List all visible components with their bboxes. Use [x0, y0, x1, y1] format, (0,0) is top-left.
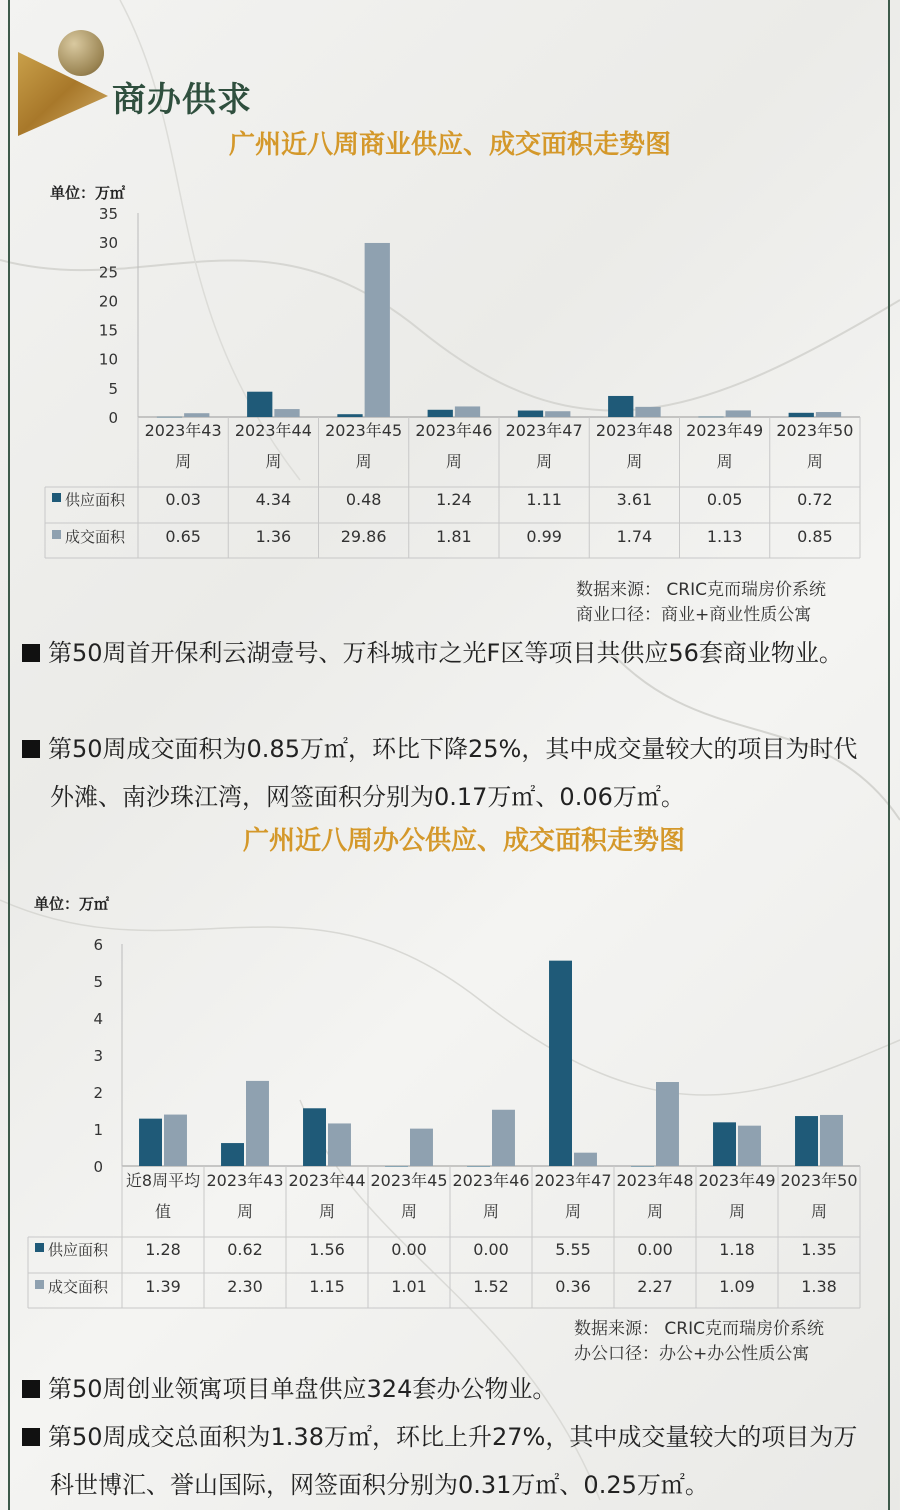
x-tick-label: 周 [265, 452, 282, 471]
x-tick-label: 周 [236, 1202, 254, 1221]
data-label: 1.13 [706, 527, 743, 546]
data-label: 1.24 [436, 490, 472, 509]
bullet-office-1 [22, 1365, 872, 1413]
data-label: 1.56 [309, 1240, 345, 1259]
data-label: 1.09 [719, 1277, 755, 1296]
y-tick-label: 3 [93, 1047, 103, 1065]
unit-label-office: 单位：万㎡ [34, 895, 110, 913]
bullet-text: 第50周首开保利云湖壹号、万科城市之光F区等项目共供应56套商业物业。 [48, 639, 843, 667]
bar-deal [574, 1153, 597, 1166]
x-tick-label: 2023年43 [206, 1171, 284, 1190]
x-tick-label: 周 [810, 1202, 828, 1221]
x-tick-label: 2023年46 [452, 1171, 530, 1190]
bullet-office-2 [22, 1413, 872, 1509]
data-label: 1.36 [255, 527, 292, 546]
bullet-square-icon [22, 1428, 40, 1446]
x-tick-label: 周 [806, 452, 823, 471]
data-label: 0.65 [165, 527, 201, 546]
x-tick-label: 2023年44 [288, 1171, 366, 1190]
x-tick-label: 2023年43 [144, 421, 222, 440]
x-tick-label: 周 [355, 452, 372, 471]
y-tick-label: 2 [93, 1084, 103, 1102]
data-label: 1.01 [391, 1277, 427, 1296]
legend-label: 供应面积 [48, 1241, 109, 1259]
data-label: 1.18 [719, 1240, 755, 1259]
data-label: 1.15 [309, 1277, 345, 1296]
data-label: 2.30 [227, 1277, 263, 1296]
x-tick-label: 2023年49 [698, 1171, 776, 1190]
y-tick-label: 5 [93, 973, 103, 991]
source-office [574, 1317, 824, 1367]
x-tick-label: 周 [646, 1202, 664, 1221]
y-tick-label: 15 [98, 321, 118, 340]
unit-label-commercial: 单位：万㎡ [50, 184, 126, 202]
data-label: 1.11 [526, 490, 562, 509]
data-label: 29.86 [340, 527, 387, 546]
data-label: 1.38 [801, 1277, 837, 1296]
data-label: 1.28 [145, 1240, 181, 1259]
y-tick-label: 4 [93, 1010, 103, 1028]
x-tick-label: 近8周平均 [125, 1171, 201, 1190]
data-label: 0.99 [526, 527, 562, 546]
data-label: 0.03 [165, 490, 201, 509]
legend-swatch [35, 1243, 44, 1252]
bar-supply [467, 1166, 490, 1167]
source-line: 数据来源： CRIC克而瑞房价系统 [574, 1319, 824, 1339]
x-tick-label: 周 [564, 1202, 582, 1221]
data-label: 0.72 [797, 490, 833, 509]
x-tick-label: 值 [154, 1202, 172, 1221]
y-tick-label: 5 [108, 379, 118, 398]
legend-label: 成交面积 [65, 528, 126, 546]
x-tick-label: 2023年49 [686, 421, 764, 440]
data-label: 1.35 [801, 1240, 837, 1259]
bar-deal [738, 1126, 761, 1166]
bar-supply [549, 961, 572, 1166]
y-tick-label: 20 [98, 292, 118, 311]
y-tick-label: 0 [93, 1158, 103, 1176]
y-tick-label: 30 [98, 234, 118, 253]
x-tick-label: 周 [728, 1202, 746, 1221]
bar-supply [303, 1108, 326, 1166]
data-label: 3.61 [616, 490, 653, 509]
chart-title-office: 广州近八周办公供应、成交面积走势图 [242, 826, 685, 856]
x-tick-label: 2023年48 [616, 1171, 694, 1190]
data-label: 0.36 [555, 1277, 591, 1296]
y-tick-label: 25 [98, 263, 118, 282]
bullet-text: 第50周创业领寓项目单盘供应324套办公物业。 [48, 1375, 557, 1403]
bullet-text: 第50周成交总面积为1.38万㎡，环比上升27%，其中成交量较大的项目为万科世博汇、誉山国际，网签面积分别为0.31万㎡、0.25万㎡。 [48, 1423, 858, 1499]
data-label: 0.05 [706, 490, 743, 509]
section-title: 商办供求 [112, 80, 252, 120]
scope-line: 办公口径：办公+办公性质公寓 [574, 1344, 810, 1364]
bar-supply [139, 1119, 162, 1166]
data-label: 0.85 [797, 527, 833, 546]
x-tick-label: 2023年44 [234, 421, 312, 440]
x-tick-label: 2023年50 [780, 1171, 858, 1190]
bar-supply [221, 1143, 244, 1166]
data-label: 5.55 [555, 1240, 591, 1259]
bullet-text: 第50周成交面积为0.85万㎡，环比下降25%，其中成交量较大的项目为时代外滩、南沙珠江湾，网签面积分别为0.17万㎡、0.06万㎡。 [48, 735, 858, 811]
data-label: 0.48 [345, 490, 382, 509]
data-label: 1.74 [616, 527, 653, 546]
legend-label: 供应面积 [65, 491, 126, 509]
chart-title-commercial: 广州近八周商业供应、成交面积走势图 [228, 130, 671, 160]
x-tick-label: 2023年48 [595, 421, 673, 440]
x-tick-label: 周 [400, 1202, 418, 1221]
data-label: 0.00 [637, 1240, 673, 1259]
y-tick-label: 35 [98, 205, 118, 223]
x-tick-label: 2023年45 [370, 1171, 448, 1190]
data-label: 1.52 [473, 1277, 509, 1296]
x-tick-label: 2023年50 [776, 421, 854, 440]
legend-swatch [35, 1280, 44, 1289]
bar-deal [328, 1123, 351, 1166]
y-tick-label: 1 [93, 1121, 103, 1139]
bar-deal [492, 1110, 515, 1166]
bar-deal [656, 1082, 679, 1166]
x-tick-label: 2023年47 [505, 421, 583, 440]
x-tick-label: 周 [626, 452, 643, 471]
y-tick-label: 6 [93, 936, 103, 954]
bar-supply [713, 1122, 736, 1166]
data-label: 0.00 [473, 1240, 509, 1259]
source-line: 数据来源： CRIC克而瑞房价系统 [576, 580, 826, 600]
bar-supply [631, 1166, 654, 1167]
bar-deal [164, 1115, 187, 1166]
bar-supply [795, 1116, 818, 1166]
x-tick-label: 周 [536, 452, 553, 471]
bar-supply [385, 1166, 408, 1167]
x-tick-label: 周 [175, 452, 192, 471]
data-label: 1.39 [145, 1277, 181, 1296]
data-label: 1.81 [436, 527, 472, 546]
bar-deal [246, 1081, 269, 1166]
x-tick-label: 2023年46 [415, 421, 493, 440]
data-label: 0.00 [391, 1240, 427, 1259]
x-tick-label: 2023年45 [325, 421, 403, 440]
y-tick-label: 0 [108, 409, 118, 427]
bullet-square-icon [22, 1380, 40, 1398]
x-tick-label: 2023年47 [534, 1171, 612, 1190]
y-tick-label: 10 [98, 350, 118, 369]
scope-line: 商业口径：商业+商业性质公寓 [576, 605, 812, 625]
x-tick-label: 周 [482, 1202, 500, 1221]
bar-deal [410, 1129, 433, 1166]
data-label: 0.62 [227, 1240, 263, 1259]
x-tick-label: 周 [445, 452, 462, 471]
data-label: 2.27 [637, 1277, 673, 1296]
x-tick-label: 周 [318, 1202, 336, 1221]
legend-label: 成交面积 [48, 1278, 109, 1296]
x-tick-label: 周 [716, 452, 733, 471]
data-label: 4.34 [255, 490, 292, 509]
bar-deal [820, 1115, 843, 1166]
